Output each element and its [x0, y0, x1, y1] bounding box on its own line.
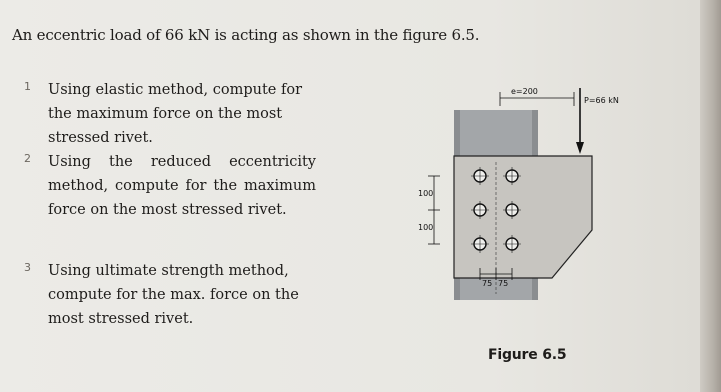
page-edge [700, 0, 721, 392]
question-2-number: 2 [24, 152, 31, 165]
row-spacing-top: 100 [418, 189, 434, 198]
riveted-connection-figure [340, 80, 700, 320]
question-1-text: Using elastic method, compute for the maximum force on the most stressed rivet. [48, 82, 303, 146]
row-spacing-bottom: 100 [418, 223, 434, 232]
question-1 [24, 78, 318, 150]
figure-caption: Figure 6.5 [488, 347, 567, 363]
col-spacing-right: 75 [498, 279, 509, 288]
problem-intro: An eccentric load of 66 kN is acting as shown in the figure 6.5. [12, 26, 480, 44]
question-3-text: Using ultimate strength method, compute for the max. force on the most stressed rivet. [48, 263, 299, 327]
eccentricity-label: e=200 [511, 87, 538, 96]
col-spacing-left: 75 [482, 279, 493, 288]
question-3-number: 3 [24, 261, 31, 274]
question-3 [24, 259, 318, 331]
question-2 [24, 150, 318, 222]
load-arrow-head [576, 142, 584, 154]
question-2-text: Using the reduced eccentricity method, compute for the maximum force on the most stressed rivet. [48, 154, 316, 218]
load-label: P=66 kN [584, 96, 619, 105]
question-1-number: 1 [24, 80, 31, 93]
